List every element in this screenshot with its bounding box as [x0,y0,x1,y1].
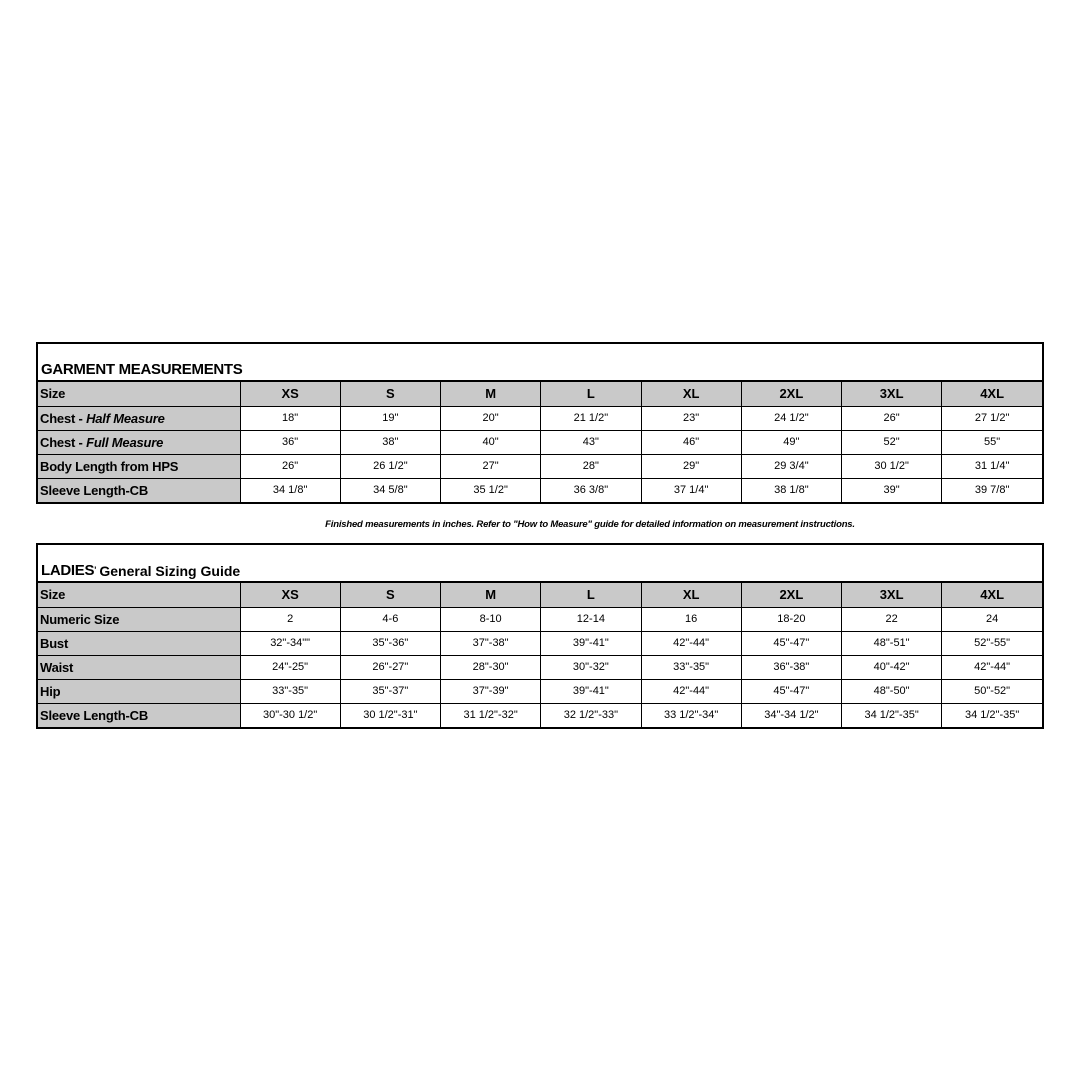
table-cell: 35 1/2" [441,478,541,502]
table-row [38,478,1042,502]
table-cell: 35"-36" [340,631,440,655]
ladies-title-main: LADIES [41,562,95,579]
table-cell: 30 1/2" [842,454,942,478]
table-cell: 27 1/2" [942,406,1042,430]
table-cell: 32 1/2"-33" [541,703,641,727]
table-cell: 40"-42" [842,655,942,679]
table-cell: 26" [842,406,942,430]
table-cell: 29" [641,454,741,478]
table-row [38,406,1042,430]
table-cell: 39 7/8" [942,478,1042,502]
table-cell: 18-20 [741,607,841,631]
table-cell: 34 1/8" [240,478,340,502]
table-cell: 12-14 [541,607,641,631]
garment-title-text: GARMENT MEASUREMENTS [41,361,243,378]
table-cell: 40" [441,430,541,454]
table-cell: 29 3/4" [741,454,841,478]
garment-size-l: L [541,382,641,406]
row-label-emphasis: Half Measure [86,410,165,426]
ladies-title-apostrophe: ' [94,565,97,575]
table-cell: 52"-55" [942,631,1042,655]
row-label-ladies-sleeve: Sleeve Length-CB [38,703,240,727]
table-row [38,607,1042,631]
table-cell: 55" [942,430,1042,454]
table-cell: 28" [541,454,641,478]
row-label-numeric-size: Numeric Size [38,607,240,631]
table-cell: 24"-25" [240,655,340,679]
table-cell: 43" [541,430,641,454]
ladies-size-xl: XL [641,583,741,607]
ladies-size-row [38,583,1042,607]
row-label-emphasis: Full Measure [86,434,164,450]
table-cell: 8-10 [441,607,541,631]
ladies-size-label: Size [38,583,240,607]
garment-size-4xl: 4XL [942,382,1042,406]
garment-size-m: M [441,382,541,406]
table-cell: 42"-44" [641,679,741,703]
table-cell: 36"-38" [741,655,841,679]
table-cell: 31 1/4" [942,454,1042,478]
table-cell: 27" [441,454,541,478]
table-cell: 52" [842,430,942,454]
row-label-body-length: Body Length from HPS [38,454,240,478]
row-label-sleeve-length: Sleeve Length-CB [38,478,240,502]
table-row [38,631,1042,655]
table-row [38,679,1042,703]
garment-size-s: S [340,382,440,406]
table-row [38,454,1042,478]
table-cell: 50"-52" [942,679,1042,703]
table-cell: 49" [741,430,841,454]
table-cell: 36 3/8" [541,478,641,502]
ladies-size-l: L [541,583,641,607]
garment-size-xs: XS [240,382,340,406]
table-cell: 39" [842,478,942,502]
table-cell: 30"-30 1/2" [240,703,340,727]
ladies-table-title [38,545,1042,583]
table-cell: 16 [641,607,741,631]
table-row [38,703,1042,727]
table-cell: 39"-41" [541,631,641,655]
table-cell: 37 1/4" [641,478,741,502]
garment-size-2xl: 2XL [741,382,841,406]
table-cell: 35"-37" [340,679,440,703]
table-cell: 21 1/2" [541,406,641,430]
table-cell: 37"-39" [441,679,541,703]
row-label-text: Chest - [40,410,87,426]
table-cell: 24 [942,607,1042,631]
table-cell: 33 1/2"-34" [641,703,741,727]
garment-size-3xl: 3XL [842,382,942,406]
table-cell: 48"-51" [842,631,942,655]
table-cell: 30 1/2"-31" [340,703,440,727]
table-cell: 4-6 [340,607,440,631]
garment-measurements-table [36,342,1044,504]
garment-size-label: Size [38,382,240,406]
row-label-waist: Waist [38,655,240,679]
table-row [38,655,1042,679]
table-cell: 19" [340,406,440,430]
row-label-chest-full [38,430,240,454]
ladies-size-4xl: 4XL [942,583,1042,607]
row-label-text: Chest - [40,434,87,450]
table-cell: 20" [441,406,541,430]
table-cell: 42"-44" [942,655,1042,679]
table-cell: 34 5/8" [340,478,440,502]
table-cell: 39"-41" [541,679,641,703]
ladies-grid [38,583,1042,727]
garment-table-title [38,344,1042,382]
table-row [38,430,1042,454]
row-label-hip: Hip [38,679,240,703]
table-cell: 34 1/2"-35" [842,703,942,727]
ladies-size-2xl: 2XL [741,583,841,607]
garment-size-xl: XL [641,382,741,406]
table-cell: 18" [240,406,340,430]
table-cell: 33"-35" [240,679,340,703]
table-cell: 34"-34 1/2" [741,703,841,727]
ladies-size-3xl: 3XL [842,583,942,607]
row-label-bust: Bust [38,631,240,655]
garment-size-row [38,382,1042,406]
table-cell: 28"-30" [441,655,541,679]
table-cell: 23" [641,406,741,430]
table-cell: 46" [641,430,741,454]
table-cell: 30"-32" [541,655,641,679]
table-cell: 38 1/8" [741,478,841,502]
table-cell: 31 1/2"-32" [441,703,541,727]
table-cell: 45"-47" [741,631,841,655]
table-cell: 22 [842,607,942,631]
table-cell: 33"-35" [641,655,741,679]
table-cell: 2 [240,607,340,631]
table-cell: 45"-47" [741,679,841,703]
ladies-title-sub: General Sizing Guide [99,563,241,579]
table-cell: 42"-44" [641,631,741,655]
table-cell: 26"-27" [340,655,440,679]
table-cell: 26" [240,454,340,478]
table-cell: 32"-34"" [240,631,340,655]
table-cell: 36" [240,430,340,454]
table-cell: 24 1/2" [741,406,841,430]
measurement-footnote: Finished measurements in inches. Refer to "How to Measure" guide for detailed information on measurement instructions. [325,519,855,530]
ladies-sizing-table [36,543,1044,729]
ladies-size-s: S [340,583,440,607]
ladies-size-xs: XS [240,583,340,607]
table-cell: 37"-38" [441,631,541,655]
table-cell: 48"-50" [842,679,942,703]
row-label-chest-half [38,406,240,430]
table-cell: 26 1/2" [340,454,440,478]
table-cell: 34 1/2"-35" [942,703,1042,727]
ladies-size-m: M [441,583,541,607]
table-cell: 38" [340,430,440,454]
garment-grid [38,382,1042,502]
